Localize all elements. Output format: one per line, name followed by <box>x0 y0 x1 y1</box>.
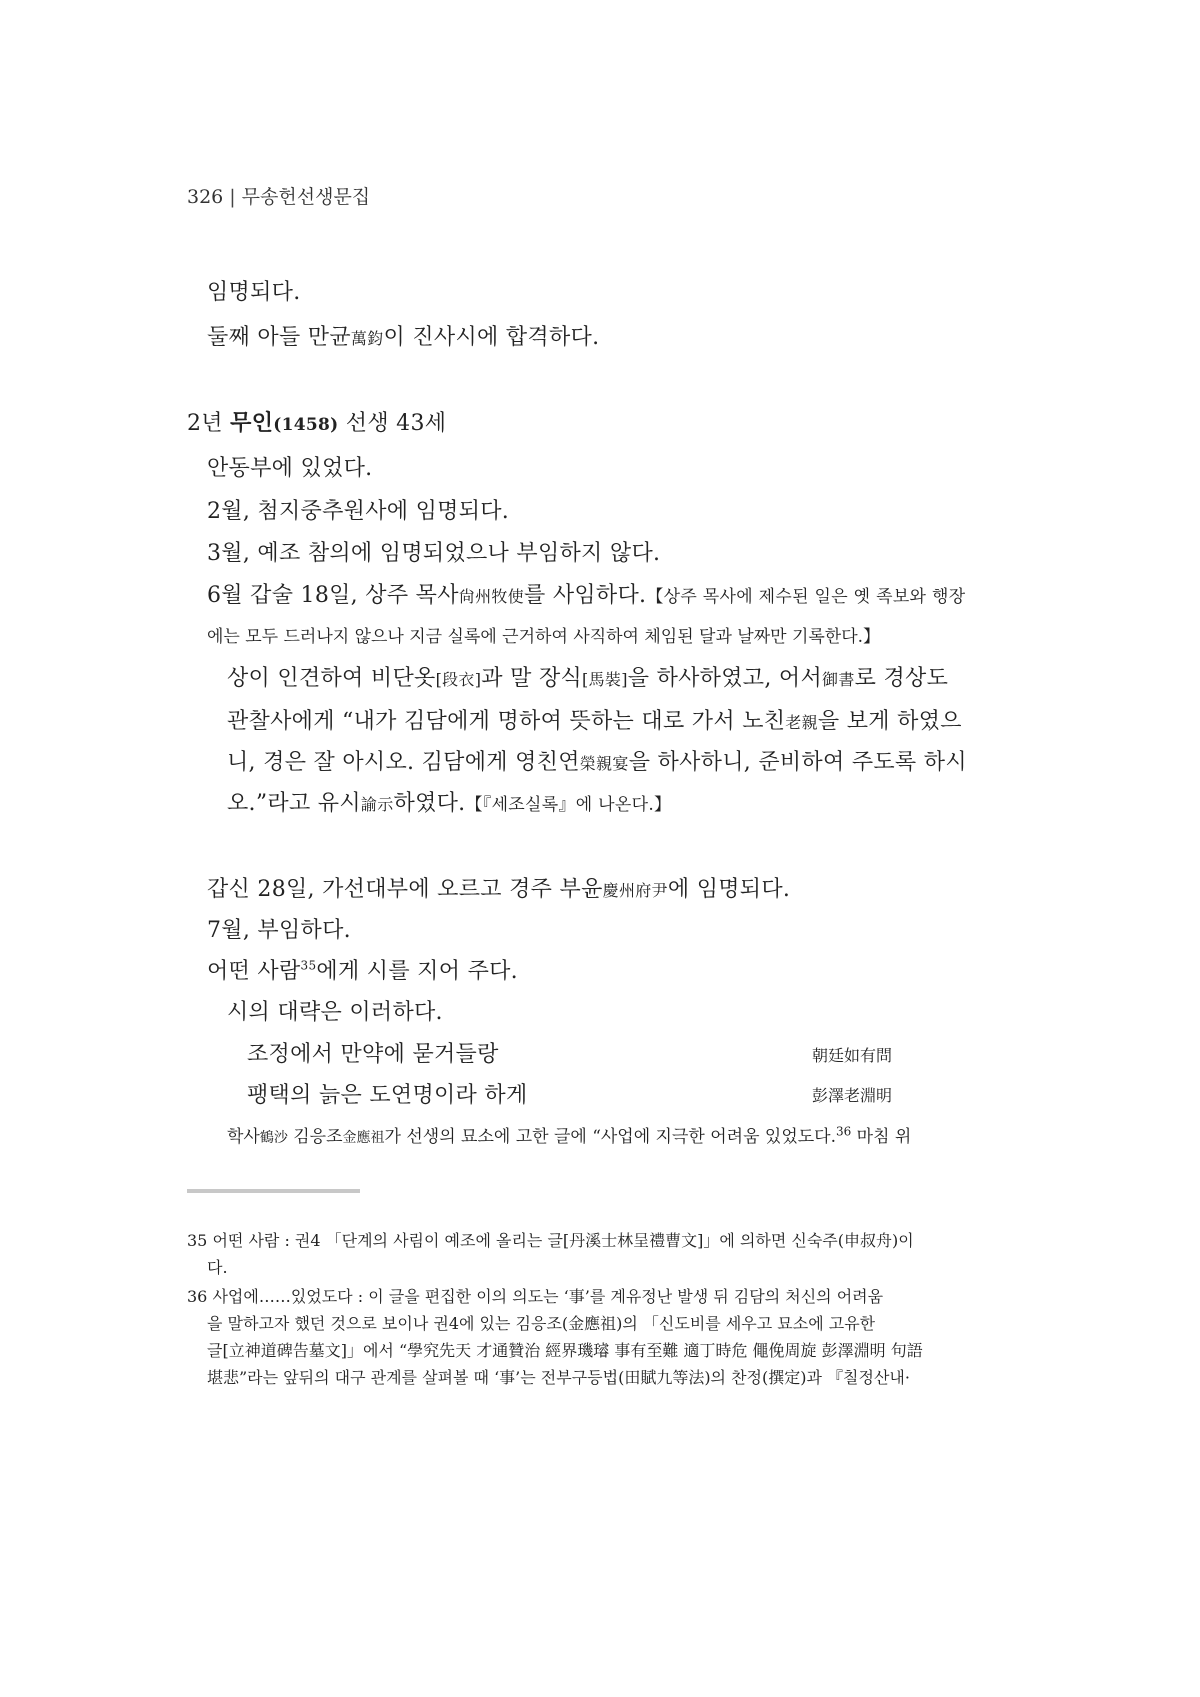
footnote-ref-35[interactable]: 35 <box>300 958 317 973</box>
text-line: 7월, 부임하다. <box>207 918 351 943</box>
hanja-span: 諭示 <box>360 795 394 814</box>
hanja-span: 榮親宴 <box>579 754 629 773</box>
footnote-ref-36[interactable]: 36 <box>835 1124 852 1139</box>
text-span: 을 하사하니, 준비하여 주도록 하시 <box>628 750 967 775</box>
year-number: (1458) <box>273 415 339 435</box>
quote-line <box>227 745 967 776</box>
text-span: 오.”라고 유시 <box>227 791 361 816</box>
page-number: 326 <box>187 186 224 208</box>
text-span: 를 사임하다. <box>523 583 647 608</box>
text-span: 6월 갑술 18일, 상주 목사 <box>207 583 459 608</box>
poem-line-korean: 조정에서 만약에 묻거들랑 <box>247 1042 499 1067</box>
text-span: 이 진사시에 합격하다. <box>383 325 600 350</box>
footnote-36-line: 을 말하고자 했던 것으로 보이나 권4에 있는 김응조(金應祖)의 「신도비를 세우고 묘소에 고유한 <box>207 1314 876 1333</box>
text-line: 시의 대략은 이러하다. <box>227 1000 443 1025</box>
text-span: 학사 <box>227 1127 260 1147</box>
quote-line <box>227 661 948 692</box>
text-line: 2월, 첨지중추원사에 임명되다. <box>207 499 510 524</box>
text-span: 가 선생의 묘소에 고한 글에 “사업에 지극한 어려움 있었도다. <box>384 1127 836 1147</box>
hanja-span: [馬裝] <box>582 670 628 689</box>
text-line <box>207 578 965 609</box>
text-span: 마침 위 <box>851 1127 912 1147</box>
text-line: 임명되다. <box>207 280 301 305</box>
text-span: 김응조 <box>287 1127 343 1147</box>
footnote-35-line: 35 어떤 사람 : 권4 「단계의 사림이 예조에 올리는 글[丹溪士林呈禮曹文]」에 의하면 신숙주(申叔舟)이 <box>187 1231 914 1250</box>
text-span: 을 보게 하였으 <box>817 709 962 734</box>
hanja-span: 老親 <box>785 713 818 732</box>
footnote-divider <box>187 1189 360 1193</box>
text-span: 상이 인견하여 비단옷 <box>227 666 436 691</box>
text-span: 에 임명되다. <box>667 877 791 902</box>
text-span: 하였다. <box>393 791 466 816</box>
text-line <box>207 320 599 351</box>
text-span: 에게 시를 지어 주다. <box>316 959 518 984</box>
text-line: 안동부에 있었다. <box>207 456 373 481</box>
header-separator: | <box>229 186 236 208</box>
year-heading <box>187 406 446 437</box>
year-name: 무인 <box>230 410 274 436</box>
text-span: 선생 43세 <box>338 411 447 436</box>
poem-line-hanja: 朝廷如有問 <box>812 1046 893 1065</box>
footnote-36-line: 堪悲”라는 앞뒤의 대구 관계를 살펴볼 때 ‘事’는 전부구등법(田賦九等法)의 찬정(撰定)과 『칠정산내· <box>207 1368 910 1387</box>
book-title: 무송헌선생문집 <box>241 186 371 208</box>
text-span: 2년 <box>187 411 231 436</box>
poem-line-hanja: 彭澤老淵明 <box>812 1086 893 1105</box>
text-line <box>207 872 790 903</box>
note-line: 에는 모두 드러나지 않으나 지금 실록에 근거하여 사직하여 체임된 달과 날짜만 기록한다.】 <box>207 627 881 647</box>
hanja-span: 萬鈞 <box>350 329 384 348</box>
text-span: 니, 경은 잘 아시오. 김담에게 영친연 <box>227 750 580 775</box>
footnote-36-line: 36 사업에……있었도다 : 이 글을 편집한 이의 의도는 ‘事’를 계유정난 발생 뒤 김담의 처신의 어려움 <box>187 1287 884 1306</box>
text-span: 을 하사하였고, 어서 <box>627 666 823 691</box>
text-span: 둘째 아들 만균 <box>207 325 351 350</box>
footnote-36-line: 글[立神道碑告墓文]」에서 “學究先天 才通贊治 經界璣璿 事有至難 適丁時危 僶俛周旋 彭澤淵明 句語 <box>207 1341 923 1360</box>
text-span: 로 경상도 <box>854 666 949 691</box>
poem-line-korean: 팽택의 늙은 도연명이라 하게 <box>247 1083 528 1108</box>
text-line <box>207 954 518 985</box>
footnote-35-line: 다. <box>207 1258 228 1277</box>
page-header <box>187 182 370 209</box>
text-line <box>227 1122 911 1147</box>
note-span: 【『세조실록』에 나온다.】 <box>465 795 672 815</box>
hanja-span: 尙州牧使 <box>458 587 524 606</box>
hanja-span: [段衣] <box>435 670 482 689</box>
text-span: 관찰사에게 “내가 김담에게 명하여 뜻하는 대로 가서 노친 <box>227 709 786 734</box>
note-span: 【상주 목사에 제수된 일은 옛 족보와 행장 <box>646 587 966 607</box>
text-span: 갑신 28일, 가선대부에 오르고 경주 부윤 <box>207 877 603 902</box>
text-span: 어떤 사람 <box>207 959 301 984</box>
hanja-span: 鶴沙 <box>259 1130 288 1146</box>
hanja-span: 金應祖 <box>342 1130 385 1146</box>
quote-line <box>227 704 962 735</box>
hanja-span: 御書 <box>822 670 855 689</box>
quote-line <box>227 786 671 817</box>
text-line: 3월, 예조 참의에 임명되었으나 부임하지 않다. <box>207 541 661 566</box>
text-span: 과 말 장식 <box>481 666 583 691</box>
hanja-span: 慶州府尹 <box>602 881 668 900</box>
